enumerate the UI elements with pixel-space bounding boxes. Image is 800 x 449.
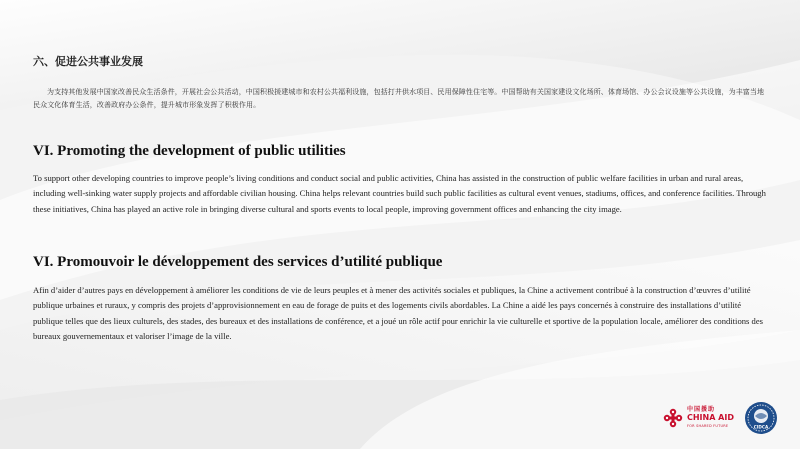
english-section-body: To support other developing countries to improve people’s living conditions and conduct social and public activities, China has assisted in the construction of public welfare facilities in urban and rural areas, including well-sinking water supply projects and affordable civilian housing. China helps relevant countries build such public facilities as cultural event venues, stadiums, offices, and conference facilities. Through these initiatives, China has played an active role in bringing diverse cultural and sports events to local people, improving government offices and enhancing the city image. [33, 173, 766, 214]
chinese-section-body: 为支持其他发展中国家改善民众生活条件，开展社会公共活动，中国积极援建城市和农村公共福利设施，包括打井供水项目、民用保障性住宅等。中国帮助有关国家建设文化场所、体育场馆、办公会议设施等公共设施，为丰富当地民众文化体育生活，改善政府办公条件，提升城市形象发挥了积极作用。 [33, 88, 765, 109]
china-aid-knot-icon [662, 407, 684, 429]
china-aid-english-text: CHINA AID [686, 413, 734, 422]
china-aid-tagline: FOR SHARED FUTURE [686, 424, 729, 428]
cidca-text: CIDCA [753, 424, 769, 430]
china-aid-chinese-text: 中国援助 [686, 406, 715, 413]
footer-logos [662, 401, 778, 435]
china-aid-wordmark [687, 406, 734, 430]
chinese-section-title: 六、促进公共事业发展 [33, 55, 143, 68]
cidca-emblem-icon [744, 401, 778, 435]
english-section-title: VI. Promoting the development of public utilities [33, 143, 346, 159]
french-section-body: Afin d’aider d’autres pays en développement à améliorer les conditions de vie de leurs peuples et à mener des activités sociales et publiques, la Chine a activement contribué à la construction d’œuvres d’utilité publique urbaines et ruraux, y compris des projets d’approvisionnement en eau de forage de puits et des logements civils abordables. La Chine a aidé les pays concernés à construire des installations d’utilité publique telles que des lieux culturels, des stades, des bureaux et des installations de conférence, et a joué un rôle actif pour enrichir la vie culturelle et sportive de la population locale, améliorer des conditions des bureaux gouvernementaux et valoriser l’image de la ville. [33, 285, 763, 341]
china-aid-logo [662, 406, 734, 430]
french-section-title: VI. Promouvoir le développement des services d’utilité publique [33, 254, 443, 270]
